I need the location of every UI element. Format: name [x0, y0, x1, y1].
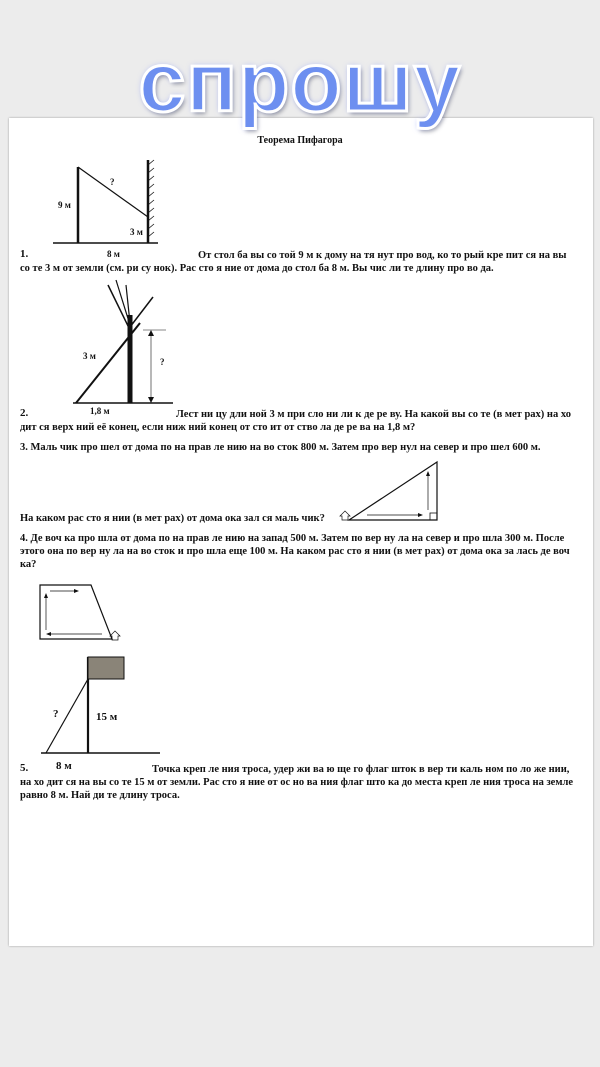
problem-1-text: От стол ба вы со той 9 м к дому на тя нут про вод, ко то рый кре пит ся на вы со те 3 м от земли (см. ри су нок). Рас сто я ние от дома до стол ба 8 м. Вы чис ли те длину про во да. [20, 250, 567, 274]
fig2-label-ladder: 3 м [83, 351, 96, 361]
problem-3-text-b: На каком рас сто я нии (в мет рах) от дома ока зал ся маль чик? [20, 513, 325, 524]
problem-2-text: Лест ни цу дли ной 3 м при сло ни ли к де ре ву. На какой вы со те (в мет рах) на хо дит ся верх ний её конец, если ниж ний конец от сто ит от ство ла де ре ва на 1,8 м? [20, 409, 571, 433]
fig1-label-attach: 3 м [130, 227, 143, 237]
fig2-label-unknown: ? [160, 357, 165, 367]
figure-3-right-triangle [337, 460, 447, 525]
problem-4-text [20, 532, 580, 571]
problem-3-number: 3. [20, 442, 28, 453]
fig5-label-height: 15 м [96, 711, 118, 723]
fig1-label-unknown: ? [110, 177, 115, 187]
problem-4-text-body: Де воч ка про шла от дома по на прав ле нию на запад 500 м. Затем по вер ну ла на север и про шла 300 м. После этого она по вер ну ла на во сток и про шла еще 100 м. На каком рас сто я нии (в мет рах) от дома ока за лась де воч ка? [20, 533, 570, 570]
overlay-caption: спрошу [138, 35, 462, 129]
problem-5-number: 5. [20, 762, 29, 774]
problem-3-text-a [20, 441, 580, 454]
flag-shape [88, 657, 124, 679]
fig5-label-base: 8 м [56, 760, 72, 772]
fig1-label-distance: 8 м [107, 249, 120, 259]
problem-1-number: 1. [20, 248, 29, 260]
problem-2-number: 2. [20, 407, 29, 419]
fig5-label-unknown: ? [53, 708, 59, 720]
fig1-label-height: 9 м [58, 200, 71, 210]
problem-3-text-a-body: Маль чик про шел от дома по на прав ле нию на во сток 800 м. Затем про вер нул на север и про шел 600 м. [30, 442, 541, 453]
problem-4-number: 4. [20, 533, 28, 544]
figure-1-pole-wire [50, 155, 170, 259]
figure-5-flagpole [38, 652, 178, 772]
figure-2-ladder-tree [48, 275, 178, 416]
problem-5-text: Точка креп ле ния троса, удер жи ва ю ще го флаг шток в вер ти каль ном по ло же нии, на хо дит ся на вы со те 15 м от земли. Рас сто я ние от ос но ва ния флаг што ка до места креп ле ния троса на земле равно 8 м. Най ди те длину троса. [20, 764, 574, 801]
figure-4-path-trapezoid [36, 582, 126, 644]
document-title: Теорема Пифагора [257, 135, 343, 146]
fig2-label-base: 1,8 м [90, 406, 110, 416]
